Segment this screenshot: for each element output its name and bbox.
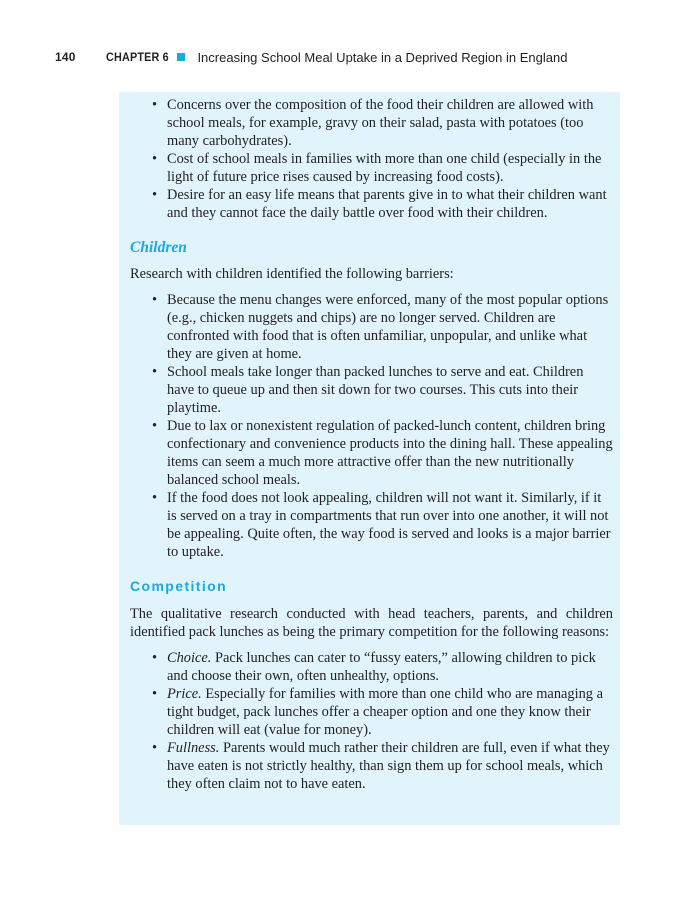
list-item	[130, 186, 613, 222]
reason-lead: Price.	[167, 686, 202, 702]
list-item	[130, 649, 613, 685]
reason-lead: Fullness.	[167, 740, 220, 756]
running-head	[55, 48, 567, 66]
reason-text: Especially for families with more than one child who are managing a tight budget, pack lunches offer a cheaper option and one they know their children will eat (value for money).	[167, 686, 603, 738]
children-heading: Children	[130, 239, 187, 256]
children-barriers-list	[130, 291, 613, 561]
list-item-text: Concerns over the composition of the food their children are allowed with school meals, for example, gravy on their salad, pasta with potatoes (too many carbohydrates).	[167, 97, 594, 149]
bullet-icon: •	[152, 650, 158, 666]
chapter-label: CHAPTER 6	[105, 50, 169, 64]
list-item	[130, 739, 613, 793]
competition-intro: The qualitative research conducted with head teachers, parents, and children identified pack lunches as being the primary competition for the following reasons:	[130, 606, 613, 640]
bullet-icon: •	[152, 364, 158, 380]
box-content	[130, 96, 613, 793]
reason-text: Parents would much rather their children are full, even if what they have eaten is not strictly healthy, than sign them up for school meals, which they often claim not to have eaten.	[167, 740, 610, 792]
reason-text: Pack lunches can cater to “fussy eaters,” allowing children to pick and choose their own, often unhealthy, options.	[167, 650, 596, 684]
bullet-icon: •	[152, 490, 158, 506]
list-item	[130, 685, 613, 739]
bullet-icon: •	[152, 418, 158, 434]
bullet-icon: •	[152, 97, 158, 113]
list-item-text: School meals take longer than packed lunches to serve and eat. Children have to queue up and then sit down for two courses. This cuts into their playtime.	[167, 364, 584, 416]
list-item	[130, 417, 613, 489]
chapter-square-icon	[177, 53, 185, 61]
list-item-text: Cost of school meals in families with more than one child (especially in the light of future price rises caused by increasing food costs).	[167, 151, 602, 185]
bullet-icon: •	[152, 292, 158, 308]
list-item	[130, 489, 613, 561]
list-item-text: Because the menu changes were enforced, many of the most popular options (e.g., chicken nuggets and chips) are no longer served. Children are confronted with food that is often unfamiliar, unpopular, and unlike what they are given at home.	[167, 292, 609, 362]
list-item	[130, 96, 613, 150]
reason-lead: Choice.	[167, 650, 212, 666]
bullet-icon: •	[152, 740, 158, 756]
bullet-icon: •	[152, 686, 158, 702]
bullet-icon: •	[152, 187, 158, 203]
list-item	[130, 291, 613, 363]
list-item-text: Desire for an easy life means that parents give in to what their children want and they cannot face the daily battle over food with their children.	[167, 187, 607, 221]
chapter-title: Increasing School Meal Uptake in a Deprived Region in England	[197, 49, 568, 65]
parents-barriers-list	[130, 96, 613, 222]
list-item	[130, 150, 613, 186]
page-number: 140	[55, 50, 76, 64]
list-item-text: If the food does not look appealing, children will not want it. Similarly, if it is served on a tray in compartments that run over into one another, it will not be appealing. Quite often, the way food is served and looks is a major barrier to uptake.	[167, 490, 611, 560]
children-intro: Research with children identified the following barriers:	[130, 266, 454, 282]
list-item-text: Due to lax or nonexistent regulation of packed-lunch content, children bring confectionary and convenience products into the dining hall. These appealing items can seem a much more attractive offer than the new nutritionally balanced school meals.	[167, 418, 613, 488]
list-item	[130, 363, 613, 417]
competition-heading: Competition	[130, 578, 228, 594]
bullet-icon: •	[152, 151, 158, 167]
competition-reasons-list	[130, 649, 613, 793]
